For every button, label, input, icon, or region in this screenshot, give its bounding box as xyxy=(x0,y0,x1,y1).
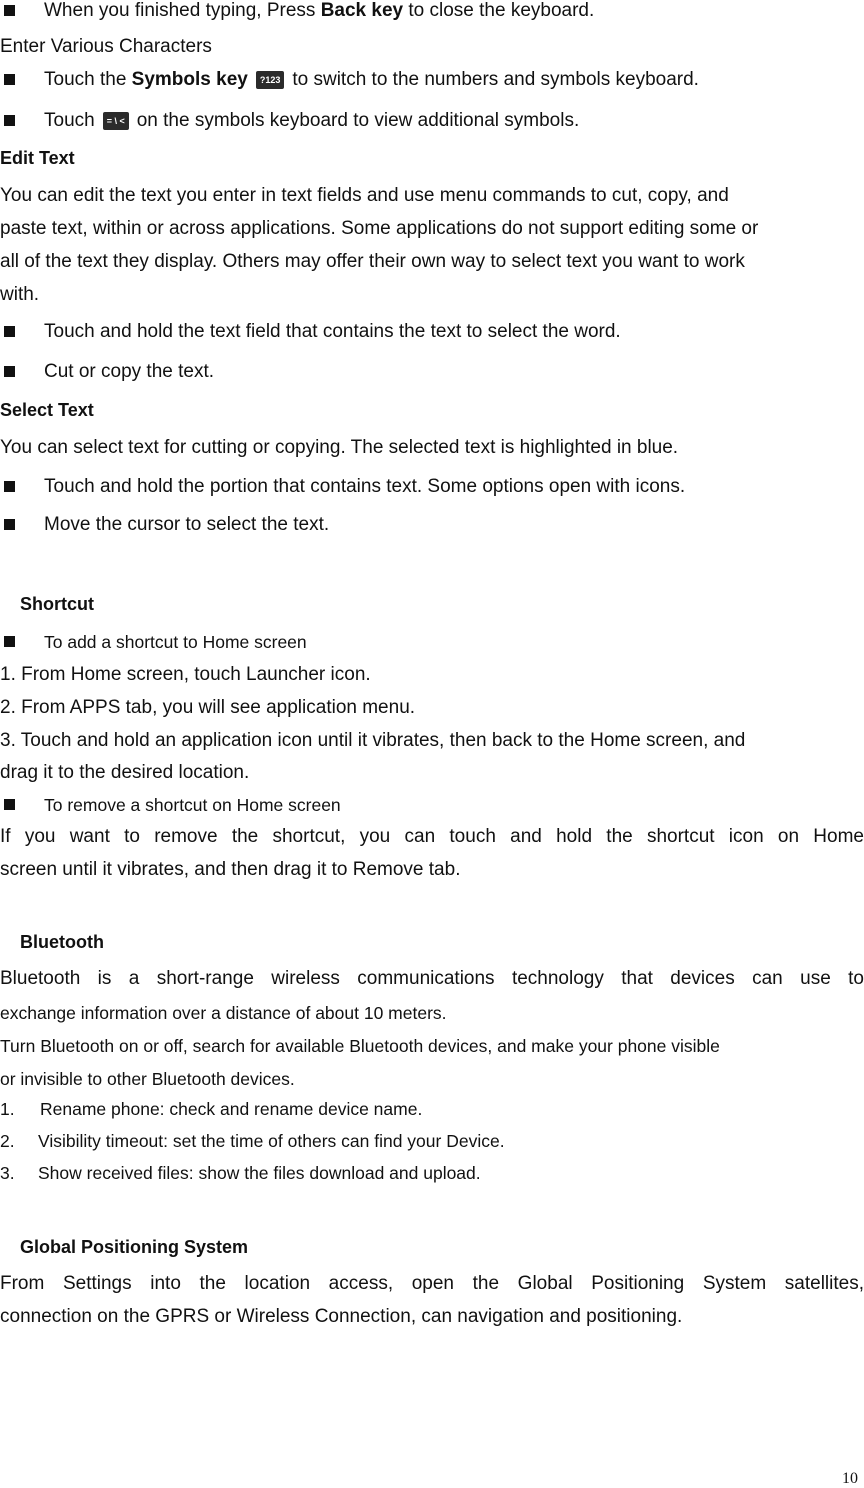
enter-various-title: Enter Various Characters xyxy=(0,36,212,57)
bt-para-line: or invisible to other Bluetooth devices. xyxy=(0,1069,295,1089)
shortcut-step: drag it to the desired location. xyxy=(0,762,250,783)
edit-text-heading: Edit Text xyxy=(0,148,75,168)
bullet-square-icon xyxy=(4,326,15,337)
bullet-square-icon xyxy=(4,636,15,647)
gps-heading: Global Positioning System xyxy=(20,1237,249,1257)
bluetooth-heading: Bluetooth xyxy=(20,932,104,952)
edit-para-line: paste text, within or across applications. Some applications do not support editing some or xyxy=(0,218,759,239)
text: Touch xyxy=(44,110,95,131)
text: Cut or copy the text. xyxy=(44,361,215,382)
bullet-square-icon xyxy=(4,115,15,126)
page-number: 10 xyxy=(842,1470,858,1487)
edit-para-line: with. xyxy=(0,284,40,305)
text: Show received files: show the files download and upload. xyxy=(38,1163,481,1183)
item-number: 3. xyxy=(0,1163,15,1183)
text: Rename phone: check and rename device name. xyxy=(40,1099,423,1119)
symbols-key-icon: ?123 xyxy=(256,71,285,89)
edit-para-line: all of the text they display. Others may offer their own way to select text you want to work xyxy=(0,251,745,272)
shortcut-heading: Shortcut xyxy=(20,594,94,614)
shortcut-step: 3. Touch and hold an application icon until it vibrates, then back to the Home screen, and xyxy=(0,730,746,751)
text: Touch the xyxy=(44,69,132,90)
more-symbols-key-icon: = \ < xyxy=(103,112,129,130)
bt-para-line: exchange information over a distance of about 10 meters. xyxy=(0,1003,447,1023)
gps-para-line: connection on the GPRS or Wireless Connection, can navigation and positioning. xyxy=(0,1306,683,1327)
text: When you finished typing, Press xyxy=(44,0,321,21)
text: To remove a shortcut on Home screen xyxy=(44,795,341,815)
text: Visibility timeout: set the time of others can find your Device. xyxy=(38,1131,505,1151)
text: Touch and hold the text field that contains the text to select the word. xyxy=(44,321,621,342)
item-number: 1. xyxy=(0,1099,15,1119)
gps-para-line: From Settings into the location access, open the Global Positioning System satellites, xyxy=(0,1273,864,1294)
item-number: 2. xyxy=(0,1131,15,1151)
text: To add a shortcut to Home screen xyxy=(44,632,307,652)
shortcut-step: 2. From APPS tab, you will see application menu. xyxy=(0,697,416,718)
back-key-label: Back key xyxy=(320,0,404,21)
bullet-square-icon xyxy=(4,74,15,85)
select-para: You can select text for cutting or copying. The selected text is highlighted in blue. xyxy=(0,437,679,458)
bt-para-line: Bluetooth is a short-range wireless communications technology that devices can use to xyxy=(0,968,864,989)
bullet-square-icon xyxy=(4,519,15,530)
bullet-square-icon xyxy=(4,481,15,492)
text: to close the keyboard. xyxy=(403,0,595,21)
symbols-key-label: Symbols key xyxy=(131,69,248,90)
bt-para-line: Turn Bluetooth on or off, search for available Bluetooth devices, and make your phone visible xyxy=(0,1036,720,1056)
text: to switch to the numbers and symbols keyboard. xyxy=(292,69,699,90)
text: on the symbols keyboard to view additional symbols. xyxy=(136,110,580,131)
text: Move the cursor to select the text. xyxy=(44,514,330,535)
edit-para-line: You can edit the text you enter in text fields and use menu commands to cut, copy, and xyxy=(0,185,729,206)
bullet-square-icon xyxy=(4,5,15,16)
remove-para-line: screen until it vibrates, and then drag it to Remove tab. xyxy=(0,859,461,880)
bullet-square-icon xyxy=(4,799,15,810)
text: Touch and hold the portion that contains text. Some options open with icons. xyxy=(44,476,686,497)
bullet-square-icon xyxy=(4,366,15,377)
remove-para-line: If you want to remove the shortcut, you can touch and hold the shortcut icon on Home xyxy=(0,826,864,847)
select-text-heading: Select Text xyxy=(0,400,94,420)
shortcut-step: 1. From Home screen, touch Launcher icon. xyxy=(0,664,371,685)
